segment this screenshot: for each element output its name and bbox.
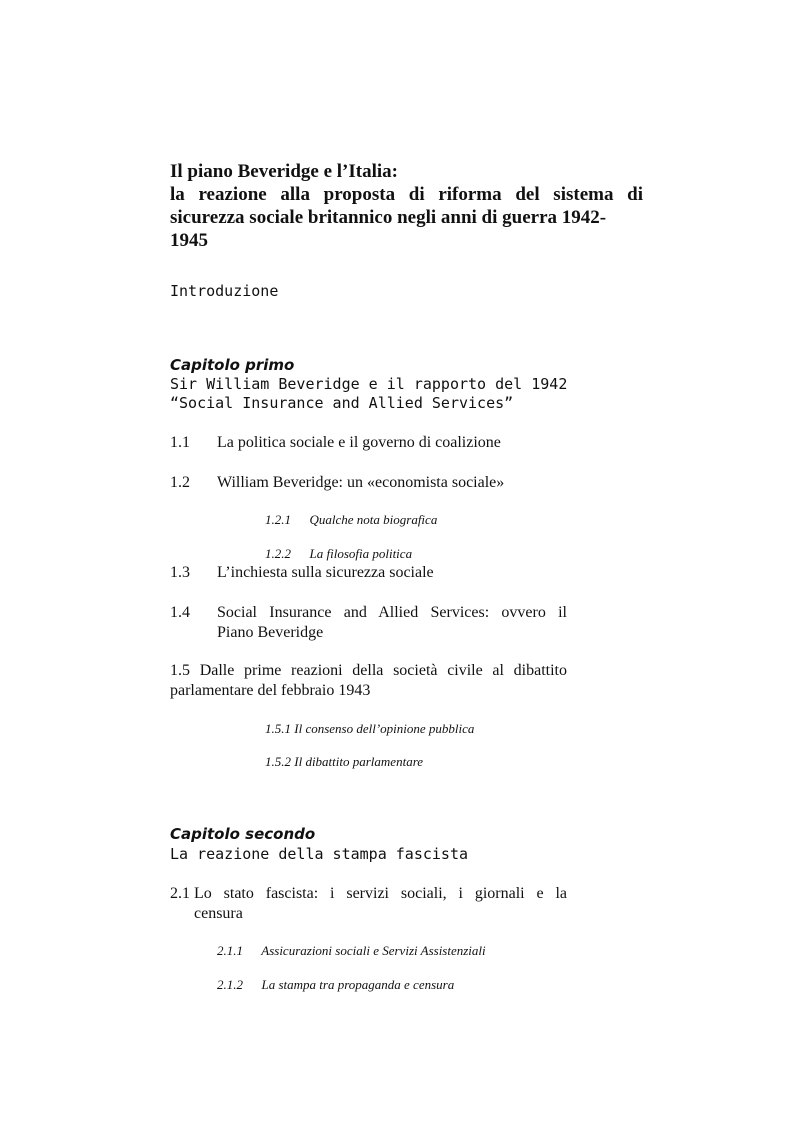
toc-entry-1-5 [170,661,567,701]
section-title: Assicurazioni sociali e Servizi Assistenziali [261,943,486,958]
toc-entry-2-1-1 [217,943,486,959]
chapter2-heading: La reazione della stampa fascista [170,845,469,863]
section-title-line1: Lo stato fascista: i servizi sociali, i giornali e la [194,885,567,902]
title-line-3: sicurezza sociale britannico negli anni di guerra 1942-1945 [170,207,607,251]
toc-entry-1-5-1: 1.5.1 Il consenso dell’opinione pubblica [265,721,475,736]
section-number: 1.2.2 [265,546,291,561]
section-title: L’inchiesta sulla sicurezza sociale [217,564,434,581]
toc-entry-1-2-1 [265,512,437,528]
section-title: La filosofia politica [309,546,413,561]
introduction-heading: Introduzione [170,282,279,300]
section-title-line1: 1.5 Dalle prime reazioni della società civile al dibattito [170,662,567,679]
section-title-line2: Piano Beveridge [217,624,324,641]
chapter1-label: Capitolo primo [170,356,295,374]
section-number: 1.3 [170,564,190,581]
section-title: Qualche nota biografica [309,512,438,527]
toc-entry-1-5-2: 1.5.2 Il dibattito parlamentare [265,754,424,769]
toc-entry-1-4-title [217,603,567,643]
section-number: 1.4 [170,604,190,621]
chapter1-heading-line2: “Social Insurance and Allied Services” [170,394,514,412]
section-number: 2.1.2 [217,977,243,992]
toc-entry-2-1-2 [217,977,454,993]
section-title-line2: parlamentare del febbraio 1943 [170,682,371,699]
section-title: La stampa tra propaganda e censura [261,977,455,992]
section-title-line2: censura [194,905,243,922]
section-title: La politica sociale e il governo di coalizione [217,434,501,451]
title-line-2: la reazione alla proposta di riforma del sistema di [170,184,643,205]
section-number: 1.2.1 [265,512,291,527]
section-number: 1.2 [170,474,190,491]
chapter1-heading-line1: Sir William Beveridge e il rapporto del 1942 [170,375,568,393]
section-title-line1: Social Insurance and Allied Services: ovvero il [217,604,567,621]
section-number: 2.1.1 [217,943,243,958]
chapter2-label: Capitolo secondo [170,825,316,843]
toc-entry-2-1 [194,884,567,924]
toc-entry-2-1-number: 2.1 [170,885,190,902]
toc-entry-1-2-2 [265,546,412,562]
title-line-1: Il piano Beveridge e l’Italia: [170,161,398,182]
section-title: William Beveridge: un «economista sociale» [217,474,505,491]
document-title [170,160,643,252]
section-number: 1.1 [170,434,190,451]
